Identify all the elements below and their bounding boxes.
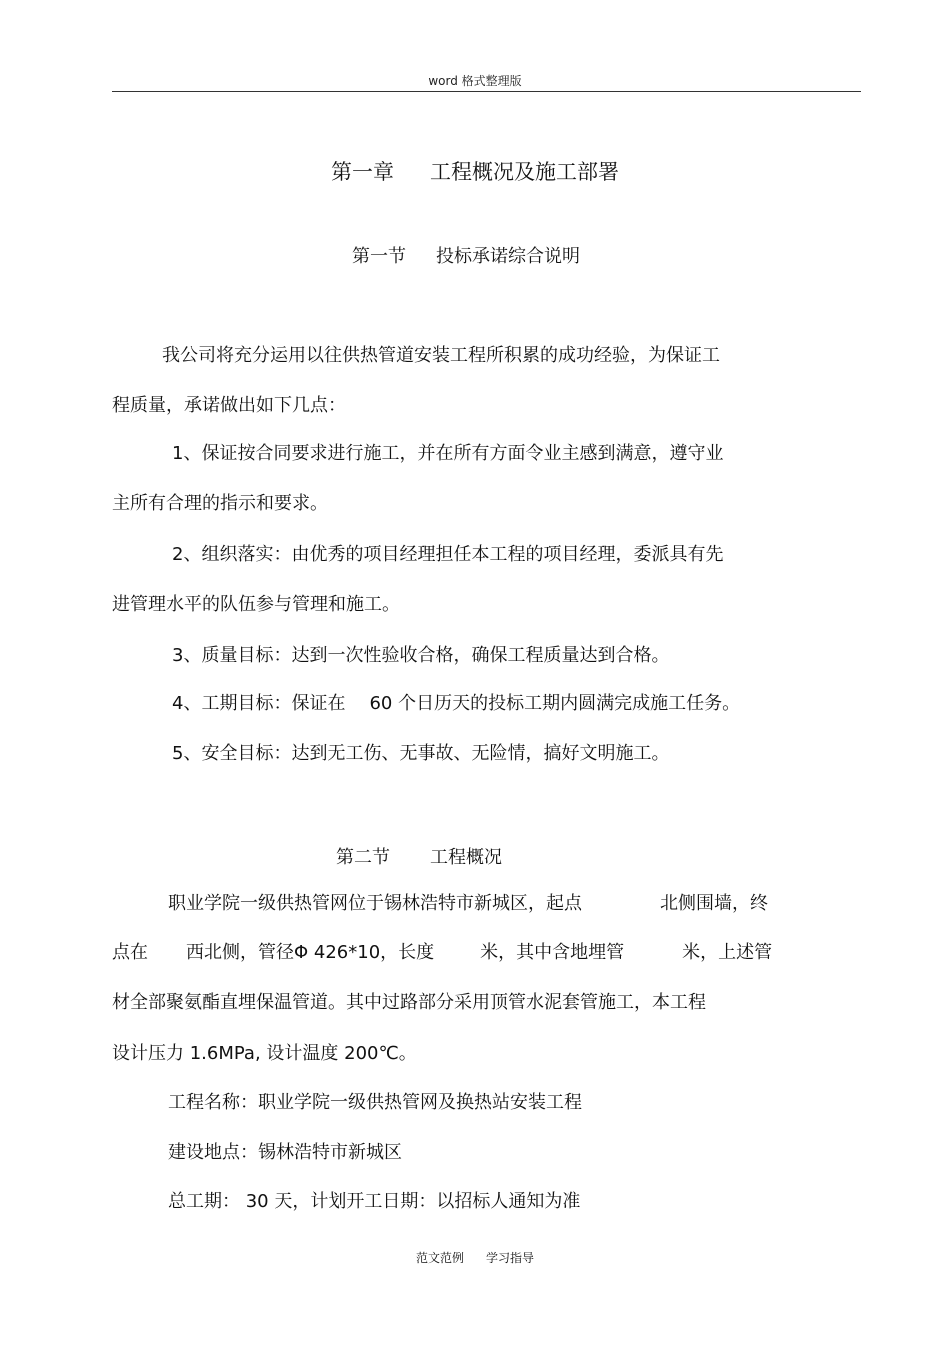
intro-line-2: 程质量，承诺做出如下几点：: [112, 395, 346, 416]
header-rule: [112, 91, 861, 92]
item4-rest: 60 个日历天的投标工期内圆满完成施工任务。: [369, 693, 741, 714]
item5: 5、安全目标：达到无工伤、无事故、无险情，搞好文明施工。: [172, 743, 670, 764]
project-name: 工程名称：职业学院一级供热管网及换热站安装工程: [168, 1092, 582, 1113]
overview-line-1: [168, 892, 768, 916]
chapter-title: [0, 156, 950, 186]
item2-line-2: 进管理水平的队伍参与管理和施工。: [112, 594, 400, 615]
overview-l1-a: 职业学院一级供热管网位于锡林浩特市新城区，起点: [168, 893, 582, 914]
overview-line-3: 材全部聚氨酯直埋保温管道。其中过路部分采用顶管水泥套管施工，本工程: [112, 992, 706, 1013]
page-footer: [0, 1249, 950, 1266]
item2-line-1: 2、组织落实：由优秀的项目经理担任本工程的项目经理，委派具有先: [172, 544, 724, 565]
project-duration: 总工期： 30 天，计划开工日期：以招标人通知为准: [168, 1191, 581, 1212]
section1-heading: [352, 242, 580, 268]
project-location: 建设地点：锡林浩特市新城区: [168, 1142, 402, 1163]
footer-right: 学习指导: [486, 1251, 535, 1265]
section2-title: 工程概况: [430, 847, 502, 868]
section2-number: 第二节: [336, 847, 390, 868]
overview-l1-b: 北侧围墙，终: [660, 893, 768, 914]
section2-heading: [336, 843, 502, 869]
item1-line-2: 主所有合理的指示和要求。: [112, 493, 328, 514]
chapter-number: 第一章: [331, 160, 394, 184]
overview-line-4: 设计压力 1.6MPa, 设计温度 200℃。: [112, 1043, 417, 1064]
footer-left: 范文范例: [415, 1251, 464, 1265]
item4: [172, 692, 740, 716]
overview-l2-c: 米，其中含地埋管: [480, 942, 625, 963]
overview-l2-b: 西北侧，管径Φ 426*10，长度: [186, 942, 435, 963]
section1-title: 投标承诺综合说明: [436, 246, 580, 267]
item1-line-1: 1、保证按合同要求进行施工，并在所有方面令业主感到满意，遵守业: [172, 443, 724, 464]
page-header: word 格式整理版: [428, 74, 522, 88]
item3: 3、质量目标：达到一次性验收合格，确保工程质量达到合格。: [172, 645, 670, 666]
overview-line-2: [112, 941, 772, 965]
chapter-name: 工程概况及施工部署: [430, 160, 619, 184]
overview-l2-a: 点在: [112, 942, 148, 963]
overview-l2-d: 米，上述管: [682, 942, 773, 963]
item4-prefix: 4、工期目标：保证在: [172, 693, 346, 714]
section1-number: 第一节: [352, 246, 406, 267]
intro-line-1: 我公司将充分运用以往供热管道安装工程所积累的成功经验，为保证工: [162, 345, 720, 366]
